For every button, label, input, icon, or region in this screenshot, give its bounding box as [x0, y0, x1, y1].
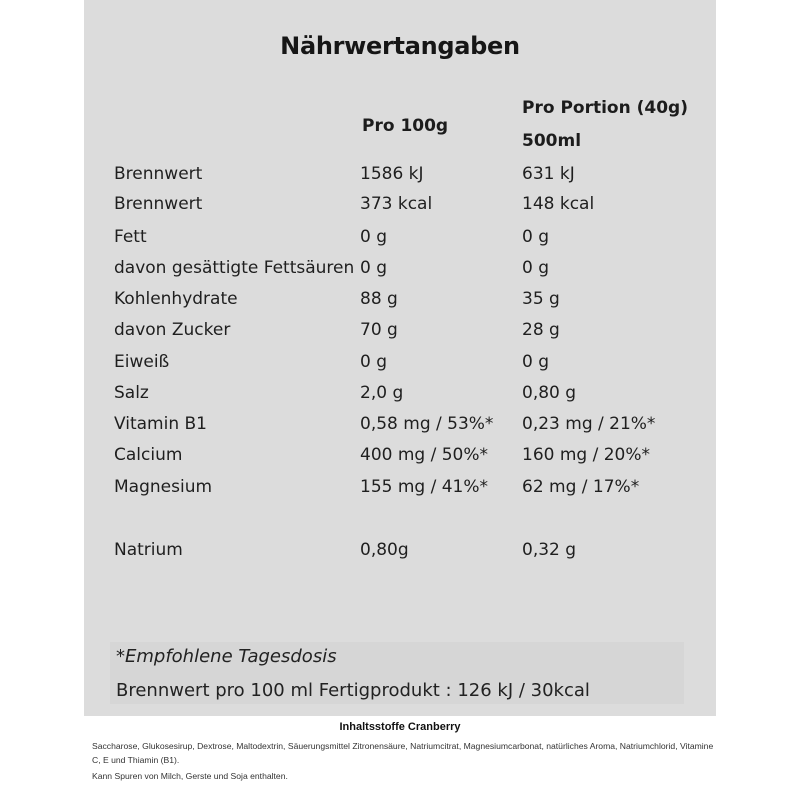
table-row	[114, 284, 694, 314]
per-portion-value: 62 mg / 17%*	[522, 477, 640, 497]
nutrient-label: davon Zucker	[114, 320, 231, 340]
nutrient-label: Eiweiß	[114, 352, 170, 372]
nutrient-label: Kohlenhydrate	[114, 289, 238, 309]
per-100g-value: 2,0 g	[360, 383, 404, 403]
per-portion-value: 0 g	[522, 227, 550, 247]
table-row	[114, 315, 694, 345]
table-row	[114, 189, 694, 219]
per-100g-value: 70 g	[360, 320, 398, 340]
nutrient-label: Fett	[114, 227, 147, 247]
table-row	[114, 535, 694, 565]
nutrient-label: davon gesättigte Fettsäuren	[114, 258, 355, 278]
nutrient-label: Natrium	[114, 540, 183, 560]
nutrient-label: Brennwert	[114, 164, 203, 184]
nutrient-label: Brennwert	[114, 194, 203, 214]
nutrient-label: Magnesium	[114, 477, 213, 497]
per-100g-value: 373 kcal	[360, 194, 433, 214]
per-portion-value: 0 g	[522, 258, 550, 278]
per-100g-value: 0 g	[360, 352, 388, 372]
table-row	[114, 440, 694, 470]
per-portion-value: 0,32 g	[522, 540, 577, 560]
daily-dose-footnote: *Empfohlene Tagesdosis	[116, 646, 337, 667]
per-100g-value: 1586 kJ	[360, 164, 424, 184]
per-portion-value: 148 kcal	[522, 194, 595, 214]
ingredients-title: Inhaltsstoffe Cranberry	[339, 721, 461, 733]
column-header-per-100g: Pro 100g	[362, 116, 449, 136]
per-100g-value: 400 mg / 50%*	[360, 445, 489, 465]
nutrient-label: Salz	[114, 383, 149, 403]
per-portion-value: 631 kJ	[522, 164, 575, 184]
nutrient-label: Vitamin B1	[114, 414, 208, 434]
table-row	[114, 472, 694, 502]
table-row	[114, 347, 694, 377]
table-row	[114, 222, 694, 252]
per-portion-value: 0,23 mg / 21%*	[522, 414, 656, 434]
ingredients-text: Saccharose, Glukosesirup, Dextrose, Maltodextrin, Säuerungsmittel Zitronensäure, Natriumcitrat, Magnesiumcarbonat, natürliches Aroma, Natriumchlorid, Vitamine C, E und Thiamin (B1).	[92, 741, 714, 765]
per-portion-value: 160 mg / 20%*	[522, 445, 651, 465]
nutrient-label: Calcium	[114, 445, 183, 465]
per-100g-value: 0 g	[360, 227, 388, 247]
per-100g-value: 88 g	[360, 289, 398, 309]
column-header-per-portion: Pro Portion (40g)	[522, 98, 688, 118]
table-row	[114, 253, 694, 283]
table-row	[114, 159, 694, 189]
per-portion-value: 0 g	[522, 352, 550, 372]
table-row	[114, 409, 694, 439]
per-100g-value: 0,80g	[360, 540, 409, 560]
column-header-portion-volume: 500ml	[522, 131, 582, 151]
page-title: Nährwertangaben	[280, 32, 520, 60]
per-100g-value: 155 mg / 41%*	[360, 477, 489, 497]
per-portion-value: 28 g	[522, 320, 560, 340]
allergen-trace-note: Kann Spuren von Milch, Gerste und Soja enthalten.	[92, 771, 288, 781]
table-row	[114, 378, 694, 408]
per-portion-value: 35 g	[522, 289, 560, 309]
per-100g-value: 0,58 mg / 53%*	[360, 414, 494, 434]
prepared-energy-note: Brennwert pro 100 ml Fertigprodukt : 126 kJ / 30kcal	[116, 680, 590, 701]
per-portion-value: 0,80 g	[522, 383, 577, 403]
per-100g-value: 0 g	[360, 258, 388, 278]
